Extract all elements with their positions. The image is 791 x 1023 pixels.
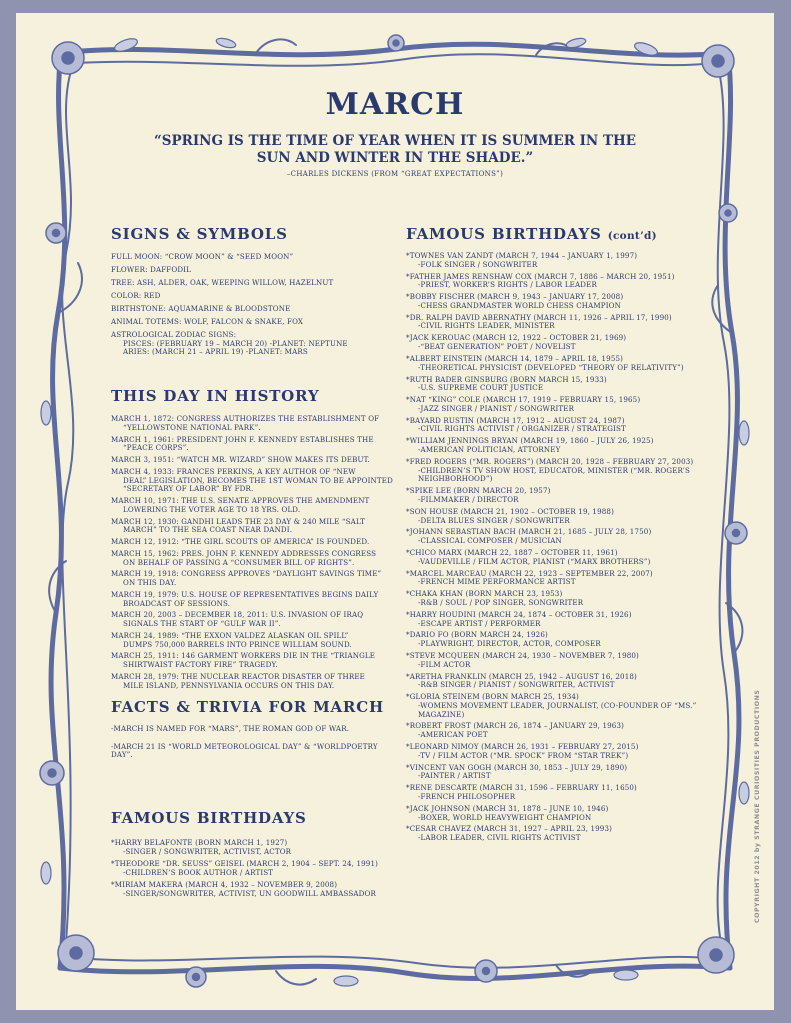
color: COLOR: RED bbox=[111, 291, 161, 300]
birthday-entry-line: *BOBBY FISCHER (MARCH 9, 1943 – JANUARY 17, 2008) bbox=[406, 292, 624, 302]
birthday-entry-detail: -VAUDEVILLE / FILM ACTOR, PIANIST (“MARX BROTHERS”) bbox=[418, 556, 651, 566]
birthday-entry-line: *RENE DESCARTE (MARCH 31, 1596 – FEBRUARY 11, 1650) bbox=[406, 783, 637, 793]
birthday-entry bbox=[406, 293, 724, 310]
birthdays-left-section bbox=[111, 809, 401, 903]
birthday-entry-line: *CHAKA KHAN (BORN MARCH 23, 1953) bbox=[406, 589, 563, 599]
birthday-entry bbox=[406, 631, 724, 648]
fact-entry bbox=[111, 743, 401, 760]
birthday-entry-detail: -FILM ACTOR bbox=[418, 659, 471, 669]
birthday-entry-detail: -LABOR LEADER, CIVIL RIGHTS ACTIVIST bbox=[418, 833, 581, 843]
birthday-entry-detail: -CIVIL RIGHTS LEADER, MINISTER bbox=[418, 321, 555, 331]
history-section bbox=[111, 387, 401, 693]
birthday-entry-detail: -FRENCH MIME PERFORMANCE ARTIST bbox=[418, 577, 576, 587]
history-entry bbox=[111, 632, 401, 649]
birthday-entry bbox=[406, 334, 724, 351]
history-entry-line: MARCH 12, 1912: “THE GIRL SCOUTS OF AMERICA” IS FOUNDED. bbox=[111, 537, 370, 546]
birthday-entry bbox=[406, 252, 724, 269]
history-entry-detail: LOWERING THE VOTER AGE TO 18 YRS. OLD. bbox=[123, 504, 301, 514]
birthday-entry-line: *MIRIAM MAKERA (MARCH 4, 1932 – NOVEMBER 9, 2008) bbox=[111, 880, 338, 890]
history-entry-line: MARCH 19, 1918: CONGRESS APPROVES “DAYLIGHT SAVINGS TIME” bbox=[111, 569, 382, 579]
birthday-entry-detail: -FOLK SINGER / SONGWRITER bbox=[418, 259, 538, 269]
history-entry bbox=[111, 652, 401, 669]
birthday-entry-line: *HARRY BELAFONTE (BORN MARCH 1, 1927) bbox=[111, 838, 288, 847]
birthday-entry-detail: -CLASSICAL COMPOSER / MUSICIAN bbox=[418, 536, 562, 546]
birthday-entry-line: *CHICO MARX (MARCH 22, 1887 – OCTOBER 11, 1961) bbox=[406, 548, 618, 558]
full-moon: FULL MOON: “CROW MOON” & “SEED MOON” bbox=[111, 252, 294, 261]
history-entry bbox=[111, 468, 401, 494]
birthday-entry bbox=[406, 570, 724, 587]
birthday-entry-line: *LEONARD NIMOY (MARCH 26, 1931 – FEBRUARY 27, 2015) bbox=[406, 742, 639, 752]
history-entry bbox=[111, 550, 401, 567]
birthday-entry-detail: -JAZZ SINGER / PIANIST / SONGWRITER bbox=[418, 403, 575, 413]
birthday-entry-line: *SON HOUSE (MARCH 21, 1902 – OCTOBER 19, 1988) bbox=[406, 506, 615, 516]
history-entry bbox=[111, 673, 401, 690]
birthday-entry-line: *FATHER JAMES RENSHAW COX (MARCH 7, 1886 – MARCH 20, 1951) bbox=[406, 271, 675, 281]
birthday-entry bbox=[406, 458, 724, 484]
fact-entry-line: -MARCH IS NAMED FOR “MARS”, THE ROMAN GOD OF WAR. bbox=[111, 724, 350, 733]
history-entry-line: MARCH 1, 1872: CONGRESS AUTHORIZES THE ESTABLISHMENT OF bbox=[111, 414, 380, 423]
birthday-entry-line: *JACK KEROUAC (MARCH 12, 1922 – OCTOBER 21, 1969) bbox=[406, 333, 627, 343]
history-entry bbox=[111, 591, 401, 608]
tree: TREE: ASH, ALDER, OAK, WEEPING WILLOW, HAZELNUT bbox=[111, 278, 334, 287]
history-entry-line: MARCH 1, 1961: PRESIDENT JOHN F. KENNEDY ESTABLISHES THE bbox=[111, 434, 374, 444]
birthday-entry-detail: -WOMENS MOVEMENT LEADER, JOURNALIST, (CO-FOUNDER OF “MS.” MAGAZINE) bbox=[418, 700, 697, 719]
history-heading: THIS DAY IN HISTORY bbox=[111, 387, 320, 405]
birthday-entry-detail: -ESCAPE ARTIST / PERFORMER bbox=[418, 618, 541, 628]
flower: FLOWER: DAFFODIL bbox=[111, 265, 191, 274]
right-column bbox=[406, 225, 724, 846]
birthday-entry-detail: -R&B / SOUL / POP SINGER, SONGWRITER bbox=[418, 597, 584, 607]
signs-heading: SIGNS & SYMBOLS bbox=[111, 225, 288, 243]
signs-list bbox=[111, 253, 401, 357]
birthday-entry bbox=[406, 376, 724, 393]
birthdays-cont-title: FAMOUS BIRTHDAYS bbox=[406, 225, 602, 243]
birthday-entry-detail: -CHILDREN’S BOOK AUTHOR / ARTIST bbox=[123, 867, 274, 877]
history-entry-detail: “YELLOWSTONE NATIONAL PARK”. bbox=[123, 422, 261, 432]
history-entry bbox=[111, 570, 401, 587]
birthday-entry-line: *GLORIA STEINEM (BORN MARCH 25, 1934) bbox=[406, 692, 579, 702]
birthday-entry-detail: -CHESS GRANDMASTER WORLD CHESS CHAMPION bbox=[418, 300, 622, 310]
fact-entry bbox=[111, 725, 401, 734]
birthdays-right-list bbox=[406, 252, 724, 843]
birthday-entry-line: *VINCENT VAN GOGH (MARCH 30, 1853 – JULY 29, 1890) bbox=[406, 762, 628, 772]
birthday-entry bbox=[406, 693, 724, 719]
history-entry-detail: BROADCAST OF SESSIONS. bbox=[123, 598, 231, 608]
history-entry bbox=[111, 497, 401, 514]
history-entry-line: MARCH 10, 1971: THE U.S. SENATE APPROVES THE AMENDMENT bbox=[111, 496, 370, 505]
calendar-page bbox=[16, 13, 774, 1010]
birthday-entry bbox=[406, 825, 724, 842]
history-entry bbox=[111, 415, 401, 432]
history-entry-line: MARCH 28, 1979: THE NUCLEAR REACTOR DISASTER OF THREE bbox=[111, 671, 366, 681]
history-entry-detail: DUMPS 750,000 BARRELS INTO PRINCE WILLIAM SOUND. bbox=[123, 639, 352, 649]
zodiac-pisces: PISCES: (FEBRUARY 19 – MARCH 20) -PLANET: NEPTUNE bbox=[123, 338, 348, 348]
birthday-entry-detail: -PAINTER / ARTIST bbox=[418, 771, 491, 781]
birthday-entry bbox=[111, 839, 401, 856]
quote-text: “SPRING IS THE TIME OF YEAR WHEN IT IS SUMMER IN THE SUN AND WINTER IN THE SHADE.” bbox=[153, 133, 637, 166]
birthday-entry bbox=[406, 590, 724, 607]
birthday-entry bbox=[406, 396, 724, 413]
birthdays-cont-heading bbox=[406, 225, 724, 243]
history-entry-detail: SIGNALS THE START OF “GULF WAR II”. bbox=[123, 619, 281, 628]
birthday-entry-line: *DR. RALPH DAVID ABERNATHY (MARCH 11, 1926 – APRIL 17, 1990) bbox=[406, 312, 672, 322]
birthday-entry bbox=[111, 860, 401, 877]
history-entry-line: MARCH 3, 1951: “WATCH MR. WIZARD” SHOW MAKES ITS DEBUT. bbox=[111, 455, 370, 464]
birthdays-left-list bbox=[111, 839, 401, 899]
history-entry-line: MARCH 20, 2003 – DECEMBER 18, 2011: U.S. INVASION OF IRAQ bbox=[111, 610, 364, 620]
birthday-entry-detail: -U.S. SUPREME COURT JUSTICE bbox=[418, 383, 544, 393]
birthday-entry-line: *SPIKE LEE (BORN MARCH 20, 1957) bbox=[406, 486, 551, 496]
birthday-entry-line: *BAYARD RUSTIN (MARCH 17, 1912 – AUGUST 24, 1987) bbox=[406, 415, 625, 425]
zodiac-label: ASTROLOGICAL ZODIAC SIGNS: bbox=[111, 330, 237, 339]
birthday-entry bbox=[406, 764, 724, 781]
birthday-entry-detail: -AMERICAN POLITICIAN, ATTORNEY bbox=[418, 445, 561, 455]
birthday-entry-line: *JACK JOHNSON (MARCH 31, 1878 – JUNE 10, 1946) bbox=[406, 803, 609, 813]
birthday-entry-line: *RUTH BADER GINSBURG (BORN MARCH 15, 1933) bbox=[406, 374, 607, 384]
birthday-entry bbox=[406, 437, 724, 454]
birthday-entry-detail: -FILMMAKER / DIRECTOR bbox=[418, 494, 519, 504]
birthday-entry bbox=[406, 355, 724, 372]
birthday-entry-detail: -PLAYWRIGHT, DIRECTOR, ACTOR, COMPOSER bbox=[418, 639, 601, 649]
birthday-entry-detail: -PRIEST, WORKER’S RIGHTS / LABOR LEADER bbox=[418, 280, 597, 290]
birthday-entry bbox=[406, 273, 724, 290]
history-entry-detail: DEAL” LEGISLATION, BECOMES THE 1ST WOMAN TO BE APPOINTED “SECRETARY OF LABOR” BY FDR. bbox=[123, 475, 393, 494]
history-entry-line: MARCH 24, 1989: “THE EXXON VALDEZ ALASKAN OIL SPILL” bbox=[111, 630, 349, 640]
quote-attribution: –CHARLES DICKENS (FROM “GREAT EXPECTATIONS”) bbox=[286, 170, 504, 178]
facts-heading: FACTS & TRIVIA FOR MARCH bbox=[111, 698, 384, 716]
facts-list bbox=[111, 725, 401, 760]
birthday-entry-line: *MARCEL MARCEAU (MARCH 22, 1923 – SEPTEMBER 22, 2007) bbox=[406, 568, 653, 578]
history-entry-detail: MARCH” TO THE SEA COAST NEAR DANDI. bbox=[123, 525, 293, 535]
history-entry-detail: MILE ISLAND, PENNSYLVANIA OCCURS ON THIS DAY. bbox=[123, 680, 335, 690]
history-entry-detail: SHIRTWAIST FACTORY FIRE” TRAGEDY. bbox=[123, 660, 278, 669]
birthday-entry-detail: -R&B SINGER / PIANIST / SONGWRITER, ACTIVIST bbox=[418, 680, 615, 690]
birthdays-heading: FAMOUS BIRTHDAYS bbox=[111, 809, 307, 827]
birthday-entry-line: *FRED ROGERS (“MR. ROGERS”) (MARCH 20, 1928 – FEBRUARY 27, 2003) bbox=[406, 456, 694, 466]
birthday-entry-line: *STEVE MCQUEEN (MARCH 24, 1930 – NOVEMBER 7, 1980) bbox=[406, 650, 639, 660]
history-entry bbox=[111, 518, 401, 535]
birthday-entry-line: *THEODORE “DR. SEUSS” GEISEL (MARCH 2, 1904 – SEPT. 24, 1991) bbox=[111, 859, 379, 869]
history-entry-line: MARCH 12, 1930: GANDHI LEADS THE 23 DAY & 240 MILE “SALT bbox=[111, 516, 366, 526]
birthday-entry-line: *NAT “KING” COLE (MARCH 17, 1919 – FEBRUARY 15, 1965) bbox=[406, 395, 641, 405]
copyright-notice: COPYRIGHT 2012 by STRANGE CURIOSITIES PRODUCTIONS bbox=[754, 689, 761, 923]
birthday-entry-detail: -THEORETICAL PHYSICIST (DEVELOPED “THEORY OF RELATIVITY”) bbox=[418, 362, 684, 372]
fact-entry-line: -MARCH 21 IS “WORLD METEOROLOGICAL DAY” & “WORLD bbox=[111, 741, 347, 751]
birthday-entry-detail: -SINGER/SONGWRITER, ACTIVIST, UN GOODWILL AMBASSADOR bbox=[123, 889, 376, 899]
history-list bbox=[111, 415, 401, 690]
history-entry-detail: ON THIS DAY. bbox=[123, 578, 177, 587]
birthday-entry-detail: -“BEAT GENERATION” POET / NOVELIST bbox=[418, 342, 576, 352]
history-entry bbox=[111, 436, 401, 453]
birthday-entry-line: *CESAR CHAVEZ (MARCH 31, 1927 – APRIL 23, 1993) bbox=[406, 824, 613, 834]
birthday-entry bbox=[406, 673, 724, 690]
birthday-entry bbox=[406, 487, 724, 504]
history-entry-line: MARCH 19, 1979: U.S. HOUSE OF REPRESENTATIVES BEGINS DAILY bbox=[111, 589, 379, 599]
birthday-entry-detail: -CHILDREN’S TV SHOW HOST, EDUCATOR, MINISTER (“MR. ROGER’S NEIGHBORHOOD”) bbox=[418, 465, 691, 484]
page-title: MARCH bbox=[325, 87, 465, 122]
history-entry-line: MARCH 15, 1962: PRES. JOHN F. KENNEDY ADDRESSES CONGRESS bbox=[111, 548, 377, 558]
birthday-entry-line: *ROBERT FROST (MARCH 26, 1874 – JANUARY 29, 1963) bbox=[406, 721, 625, 731]
birthday-entry-line: *HARRY HOUDINI (MARCH 24, 1874 – OCTOBER 31, 1926) bbox=[406, 609, 632, 619]
history-entry-detail: ON BEHALF OF PASSING A “CONSUMER BILL OF RIGHTS”. bbox=[123, 557, 355, 567]
fact-entry-detail: POETRY DAY”. bbox=[111, 741, 378, 760]
birthday-entry bbox=[406, 743, 724, 760]
birthday-entry bbox=[406, 314, 724, 331]
birthday-entry bbox=[406, 652, 724, 669]
birthday-entry-line: *WILLIAM JENNINGS BRYAN (MARCH 19, 1860 – JULY 26, 1925) bbox=[406, 436, 654, 446]
birthday-entry-detail: -CIVIL RIGHTS ACTIVIST / ORGANIZER / STRATEGIST bbox=[418, 424, 626, 434]
birthday-entry bbox=[406, 549, 724, 566]
history-entry bbox=[111, 538, 401, 547]
birthday-entry bbox=[406, 528, 724, 545]
history-entry bbox=[111, 611, 401, 628]
birthday-entry bbox=[406, 722, 724, 739]
birthday-entry bbox=[111, 881, 401, 898]
zodiac-aries: ARIES: (MARCH 21 – APRIL 19) -PLANET: MARS bbox=[123, 347, 308, 357]
history-entry-line: MARCH 4, 1933: FRANCES PERKINS, A KEY AUTHOR OF “NEW bbox=[111, 466, 356, 476]
birthday-entry-line: *TOWNES VAN ZANDT (MARCH 7, 1944 – JANUARY 1, 1997) bbox=[406, 251, 638, 260]
birthday-entry-detail: -TV / FILM ACTOR (“MR. SPOCK” FROM “STAR TREK”) bbox=[418, 750, 629, 760]
birthday-entry bbox=[406, 805, 724, 822]
animal-totems: ANIMAL TOTEMS: WOLF, FALCON & SNAKE, FOX bbox=[111, 317, 304, 326]
birthday-entry-line: *DARIO FO (BORN MARCH 24, 1926) bbox=[406, 630, 548, 640]
history-entry bbox=[111, 456, 401, 465]
birthstone: BIRTHSTONE: AQUAMARINE & BLOODSTONE bbox=[111, 304, 291, 313]
birthday-entry bbox=[406, 417, 724, 434]
birthday-entry bbox=[406, 784, 724, 801]
birthday-entry-detail: -DELTA BLUES SINGER / SONGWRITER bbox=[418, 515, 570, 525]
history-entry-line: MARCH 25, 1911: 146 GARMENT WORKERS DIE IN THE “TRIANGLE bbox=[111, 651, 376, 661]
birthday-entry-line: *ARETHA FRANKLIN (MARCH 25, 1942 – AUGUST 16, 2018) bbox=[406, 671, 637, 681]
facts-section bbox=[111, 698, 401, 769]
birthday-entry-detail: -SINGER / SONGWRITER, ACTIVIST, ACTOR bbox=[123, 846, 292, 856]
birthday-entry-detail: -AMERICAN POET bbox=[418, 730, 488, 740]
birthday-entry-line: *ALBERT EINSTEIN (MARCH 14, 1879 – APRIL 18, 1955) bbox=[406, 353, 624, 363]
signs-section bbox=[111, 225, 401, 361]
birthday-entry bbox=[406, 508, 724, 525]
birthday-entry bbox=[406, 611, 724, 628]
birthday-entry-detail: -FRENCH PHILOSOPHER bbox=[418, 791, 516, 801]
birthday-entry-line: *JOHANN SEBASTIAN BACH (MARCH 21, 1685 – JULY 28, 1750) bbox=[406, 527, 652, 537]
birthday-entry-detail: -BOXER, WORLD HEAVYWEIGHT CHAMPION bbox=[418, 812, 592, 822]
birthdays-cont-suffix: (cont’d) bbox=[607, 230, 657, 242]
history-entry-detail: “PEACE CORPS”. bbox=[123, 443, 189, 453]
